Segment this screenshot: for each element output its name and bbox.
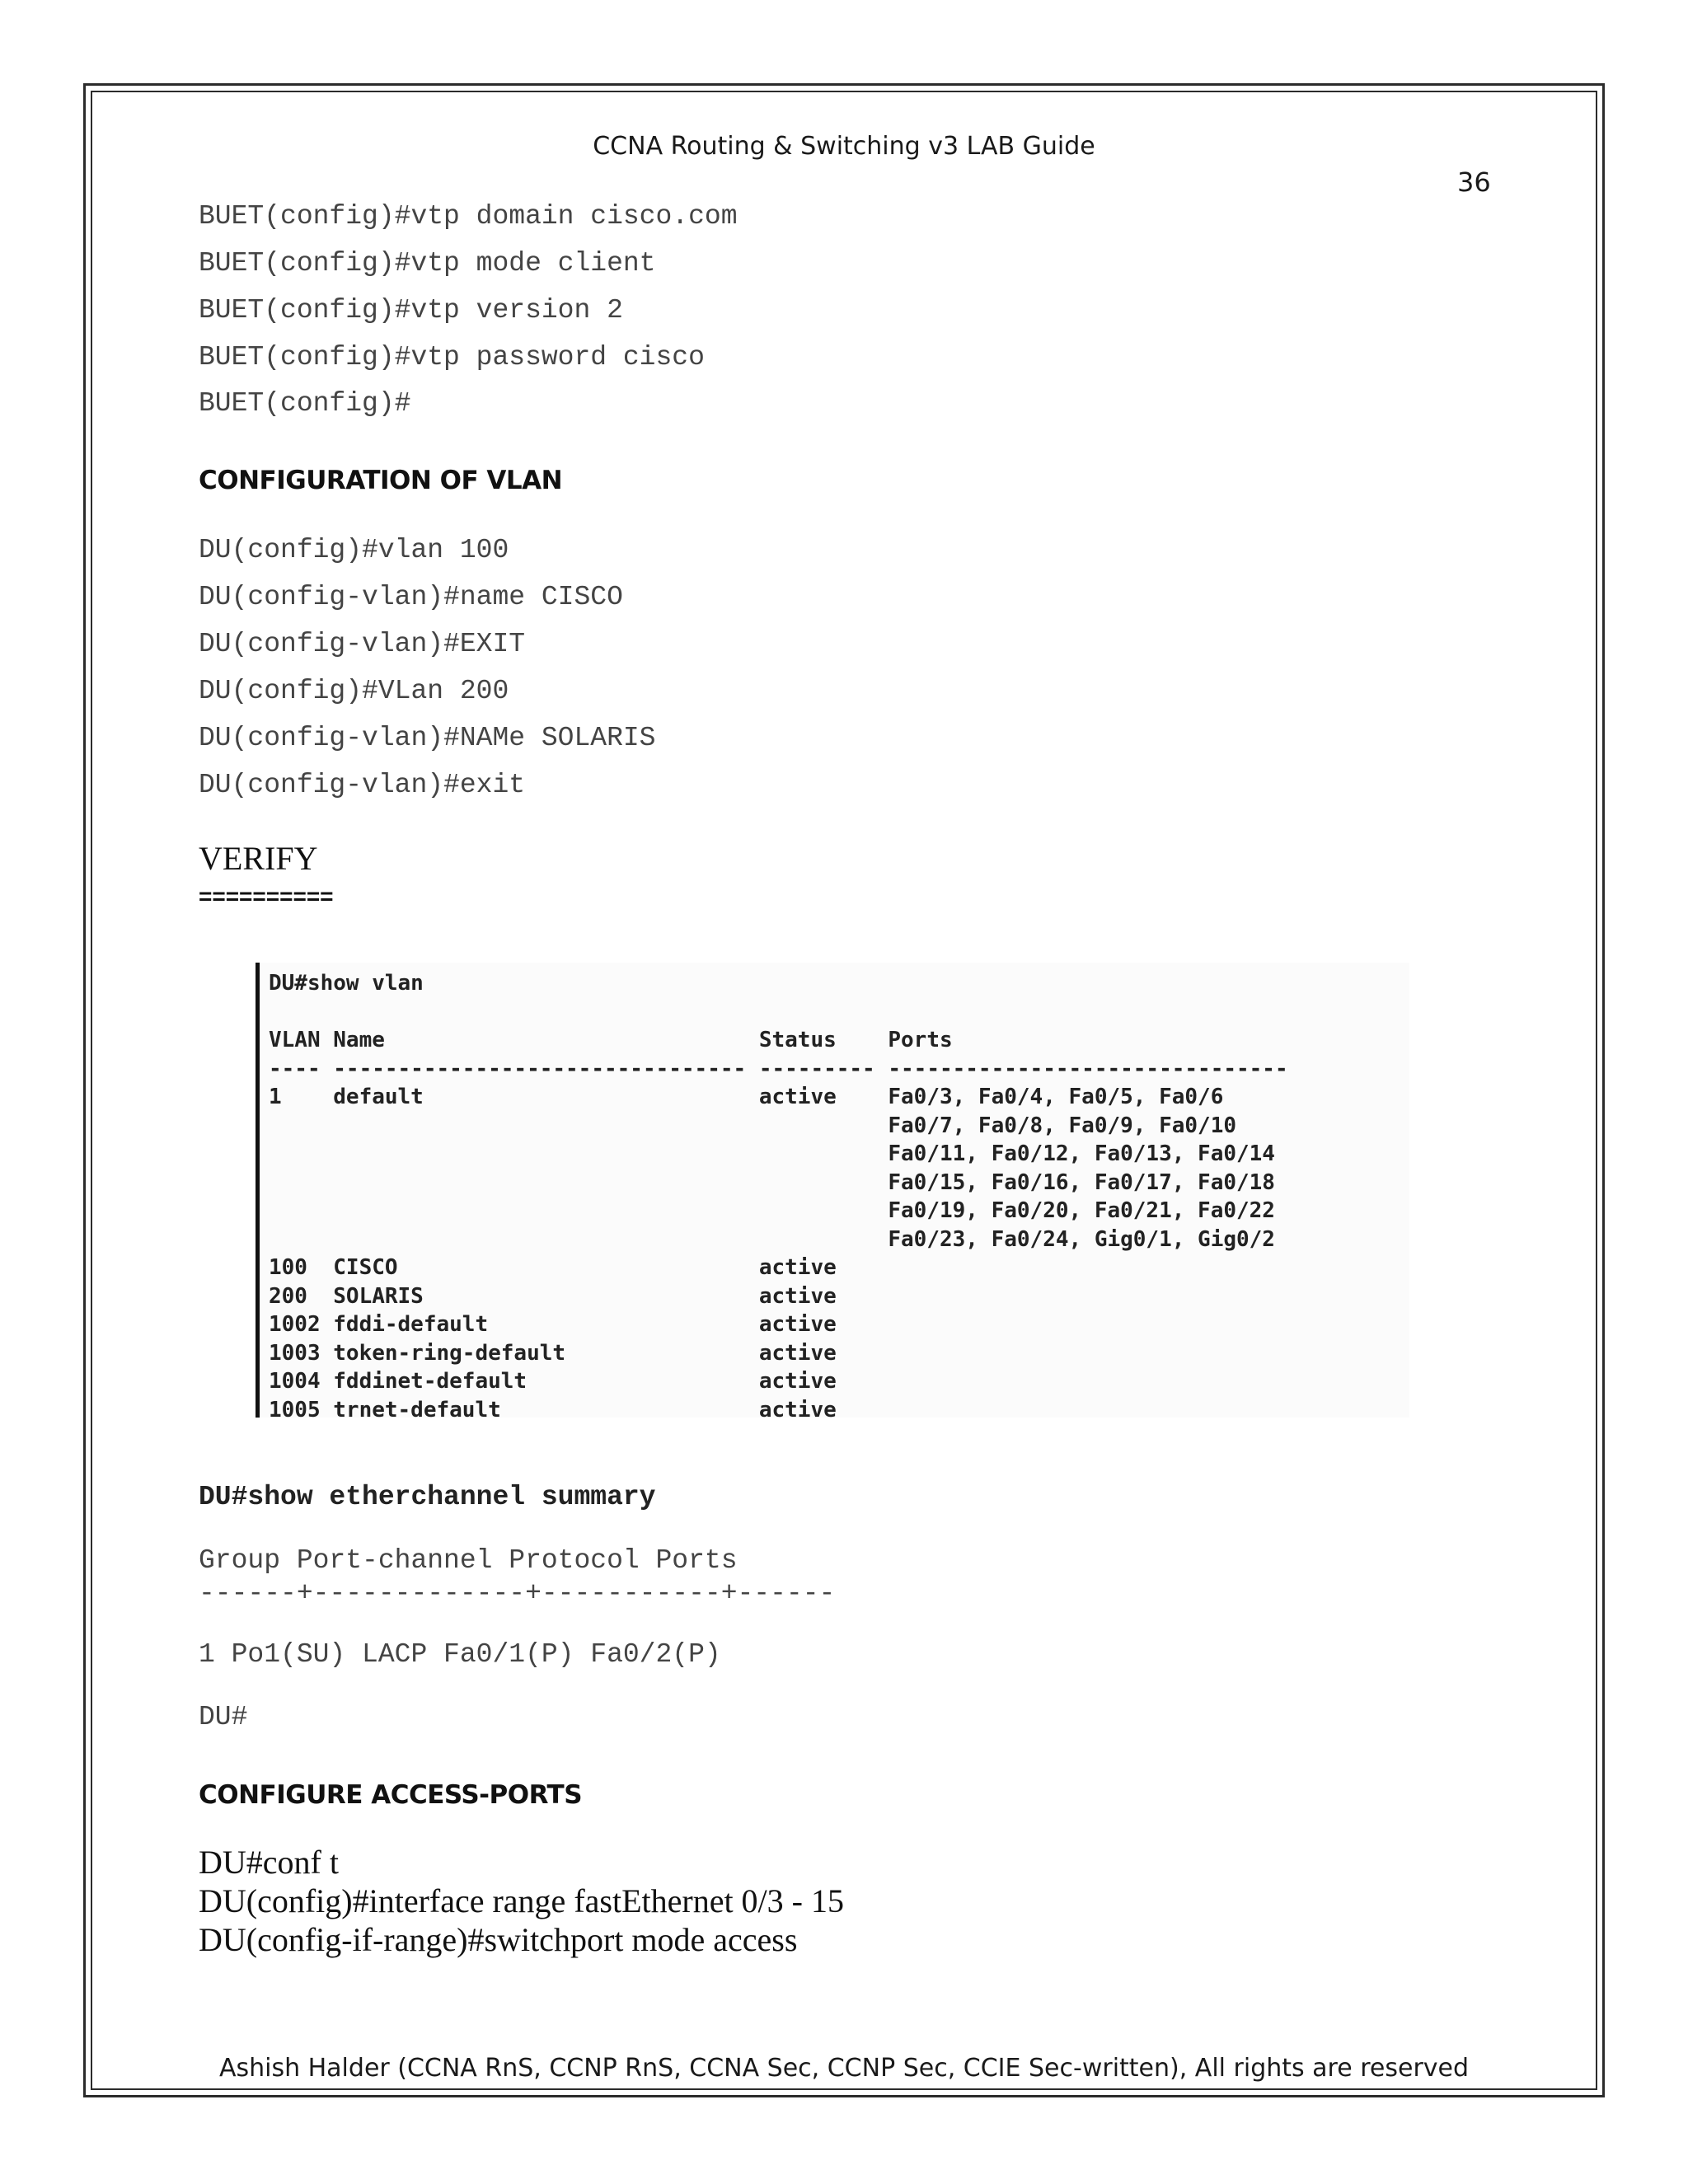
code-line-vtp-version: BUET(config)#vtp version 2	[199, 295, 623, 326]
etherchannel-table-row: 1 Po1(SU) LACP Fa0/1(P) Fa0/2(P)	[199, 1639, 721, 1670]
running-header: CCNA Routing & Switching v3 LAB Guide	[593, 132, 1095, 161]
section-heading-access-ports: CONFIGURE ACCESS-PORTS	[199, 1780, 583, 1810]
term-line: DU#show vlan	[269, 971, 424, 996]
code-line-name-cisco: DU(config-vlan)#name CISCO	[199, 582, 623, 612]
code-line-vlan-200: DU(config)#VLan 200	[199, 676, 509, 706]
term-line: 1004 fddinet-default active	[269, 1369, 837, 1394]
term-line: 100 CISCO active	[269, 1255, 837, 1280]
code-line-vtp-password: BUET(config)#vtp password cisco	[199, 342, 705, 373]
term-line: 200 SOLARIS active	[269, 1283, 837, 1309]
access-cmd-interface-range: DU(config)#interface range fastEthernet 0/3 - 15	[199, 1882, 844, 1919]
verify-underline: ==========	[199, 883, 334, 909]
access-ports-commands	[199, 1843, 844, 1959]
code-line-vtp-prompt: BUET(config)#	[199, 388, 411, 419]
term-line: Fa0/11, Fa0/12, Fa0/13, Fa0/14	[269, 1141, 1275, 1166]
access-cmd-conf-t: DU#conf t	[199, 1844, 339, 1881]
access-cmd-switchport-mode: DU(config-if-range)#switchport mode access	[199, 1921, 798, 1958]
etherchannel-command: DU#show etherchannel summary	[199, 1482, 656, 1512]
code-line-vlan-100: DU(config)#vlan 100	[199, 535, 509, 565]
code-line-name-solaris: DU(config-vlan)#NAMe SOLARIS	[199, 723, 656, 753]
page-number: 36	[1457, 166, 1491, 198]
term-line: Fa0/7, Fa0/8, Fa0/9, Fa0/10	[269, 1113, 1236, 1138]
etherchannel-prompt: DU#	[199, 1702, 248, 1732]
term-line: 1005 trnet-default active	[269, 1397, 837, 1422]
term-line: Fa0/23, Fa0/24, Gig0/1, Gig0/2	[269, 1226, 1275, 1252]
etherchannel-table-rule: ------+-------------+-----------+------	[199, 1578, 836, 1609]
term-line: 1002 fddi-default active	[269, 1312, 837, 1337]
term-line: 1003 token-ring-default active	[269, 1340, 837, 1366]
code-line-exit-upper: DU(config-vlan)#EXIT	[199, 629, 526, 659]
term-line: VLAN Name Status Ports	[269, 1028, 953, 1052]
section-heading-vlan: CONFIGURATION OF VLAN	[199, 466, 563, 495]
term-line: Fa0/19, Fa0/20, Fa0/21, Fa0/22	[269, 1198, 1275, 1223]
term-line: 1 default active Fa0/3, Fa0/4, Fa0/5, Fa0/6	[269, 1085, 1224, 1109]
code-line-exit-lower: DU(config-vlan)#exit	[199, 770, 526, 800]
term-line: ---- -------------------------------- --------- -------------------------------	[269, 1056, 1288, 1081]
etherchannel-table-header: Group Port-channel Protocol Ports	[199, 1545, 738, 1576]
running-footer: Ashish Halder (CCNA RnS, CCNP RnS, CCNA Sec, CCNP Sec, CCIE Sec-written), All rights are reserved	[218, 2054, 1470, 2083]
show-vlan-output-screenshot	[256, 963, 1409, 1422]
code-line-vtp-domain: BUET(config)#vtp domain cisco.com	[199, 201, 738, 232]
code-line-vtp-mode: BUET(config)#vtp mode client	[199, 248, 656, 279]
show-vlan-output	[269, 969, 1288, 1424]
terminal-left-border	[256, 963, 260, 1418]
term-line: Fa0/15, Fa0/16, Fa0/17, Fa0/18	[269, 1169, 1275, 1195]
verify-title: VERIFY	[199, 840, 318, 877]
